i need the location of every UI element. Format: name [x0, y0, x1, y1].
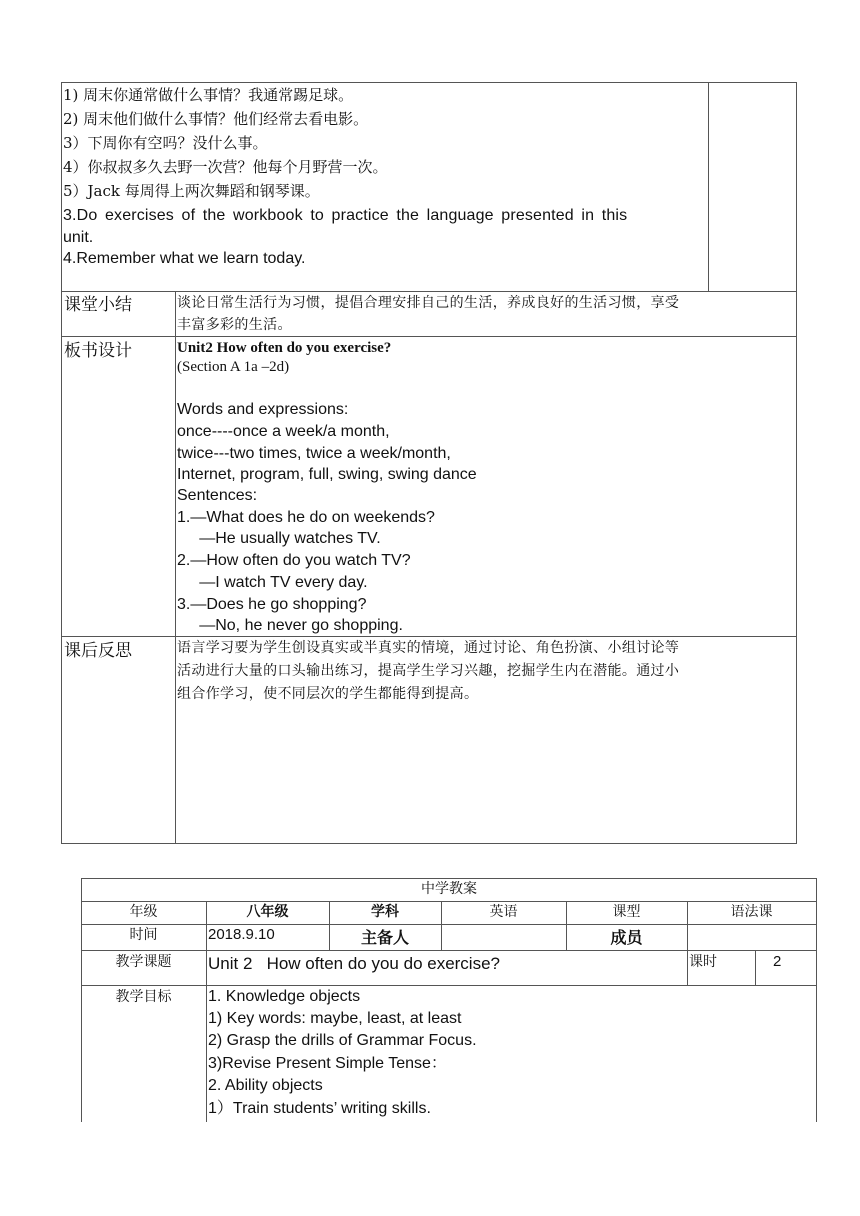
table-border	[61, 843, 797, 844]
task-line: 2) 周末他们做什么事情？他们经常去看电影。	[63, 110, 369, 128]
board-label: 板书设计	[64, 341, 132, 361]
board-line: Internet, program, full, swing, swing dance	[177, 466, 477, 483]
type-value: 语法课	[730, 904, 773, 920]
exercise-text: unit.	[63, 229, 94, 246]
table-border	[61, 636, 797, 637]
table-border	[175, 291, 176, 844]
table-border	[708, 82, 709, 292]
goal-line: 1）Train students’ writing skills.	[208, 1100, 431, 1117]
board-line: —He usually watches TV.	[177, 530, 381, 547]
table-border	[755, 950, 756, 985]
table-border	[81, 985, 817, 986]
goal-line: 2) Grasp the drills of Grammar Focus.	[208, 1032, 477, 1049]
grade-label: 年级	[129, 904, 158, 920]
remember-text: 4.Remember what we learn today.	[63, 250, 306, 267]
grade-value: 八年级	[246, 904, 289, 920]
board-line: —I watch TV every day.	[177, 574, 368, 591]
subject-label: 学科	[371, 904, 399, 920]
task-line: 5）Jack 每周得上两次舞蹈和钢琴课。	[63, 182, 320, 200]
table-border	[61, 82, 62, 844]
goal-line: 1. Knowledge objects	[208, 988, 361, 1005]
table-header: 中学教案	[421, 881, 477, 897]
summary-label: 课堂小结	[64, 295, 132, 315]
board-line: 1.—What does he do on weekends?	[177, 509, 435, 526]
goals-label: 教学目标	[115, 989, 172, 1005]
subject-value: 英语	[489, 904, 518, 920]
reflection-label: 课后反思	[64, 641, 132, 661]
exercise-text: 3.Do exercises of the workbook to practice the language presented in this	[63, 207, 628, 224]
members-label: 成员	[610, 928, 643, 947]
board-section: (Section A 1a –2d)	[177, 359, 290, 375]
reflection-text: 组合作学习，使不同层次的学生都能得到提高。	[177, 686, 479, 702]
board-line: 3.—Does he go shopping?	[177, 596, 367, 613]
topic-label: 教学课题	[115, 954, 172, 970]
period-label: 课时	[689, 954, 717, 970]
board-line: Sentences:	[177, 487, 258, 504]
goal-line: 1) Key words: maybe, least, at least	[208, 1010, 462, 1027]
summary-text: 丰富多彩的生活。	[177, 317, 292, 333]
board-line: —No, he never go shopping.	[177, 617, 403, 634]
table-border	[81, 878, 817, 879]
board-line: twice---two times, twice a week/month,	[177, 445, 451, 462]
summary-text: 谈论日常生活行为习惯，提倡合理安排自己的生活，养成良好的生活习惯，享受	[177, 295, 680, 311]
board-line: once----once a week/a month,	[177, 423, 390, 440]
task-line: 1) 周末你通常做什么事情？我通常踢足球。	[63, 86, 354, 104]
table-border	[81, 924, 817, 925]
table-border	[796, 82, 797, 844]
goal-line: 2. Ability objects	[208, 1077, 323, 1094]
table-border	[81, 950, 817, 951]
board-line: 2.—How often do you watch TV?	[177, 552, 411, 569]
table-border	[81, 901, 817, 902]
topic-value: Unit 2 How often do you do exercise?	[208, 954, 500, 973]
type-label: 课型	[612, 904, 641, 920]
time-value: 2018.9.10	[208, 926, 275, 943]
reflection-text: 活动进行大量的口头输出练习，提高学生学习兴趣，挖掘学生内在潜能。通过小	[177, 663, 680, 679]
period-value: 2	[773, 953, 782, 970]
task-line: 3）下周你有空吗？没什么事。	[63, 134, 268, 152]
preparer-label: 主备人	[360, 928, 409, 947]
task-line: 4）你叔叔多久去野一次营？他每个月野营一次。	[63, 158, 388, 176]
table-border	[61, 82, 797, 83]
table-border	[61, 291, 797, 292]
goal-line: 3)Revise Present Simple Tense：	[208, 1055, 447, 1072]
table-border	[816, 878, 817, 1122]
board-line: Words and expressions:	[177, 401, 349, 418]
table-border	[206, 901, 207, 1122]
time-label: 时间	[129, 927, 158, 943]
table-border	[61, 336, 797, 337]
reflection-text: 语言学习要为学生创设真实或半真实的情境，通过讨论、角色扮演、小组讨论等	[177, 640, 680, 656]
board-title: Unit2 How often do you exercise?	[177, 340, 392, 356]
